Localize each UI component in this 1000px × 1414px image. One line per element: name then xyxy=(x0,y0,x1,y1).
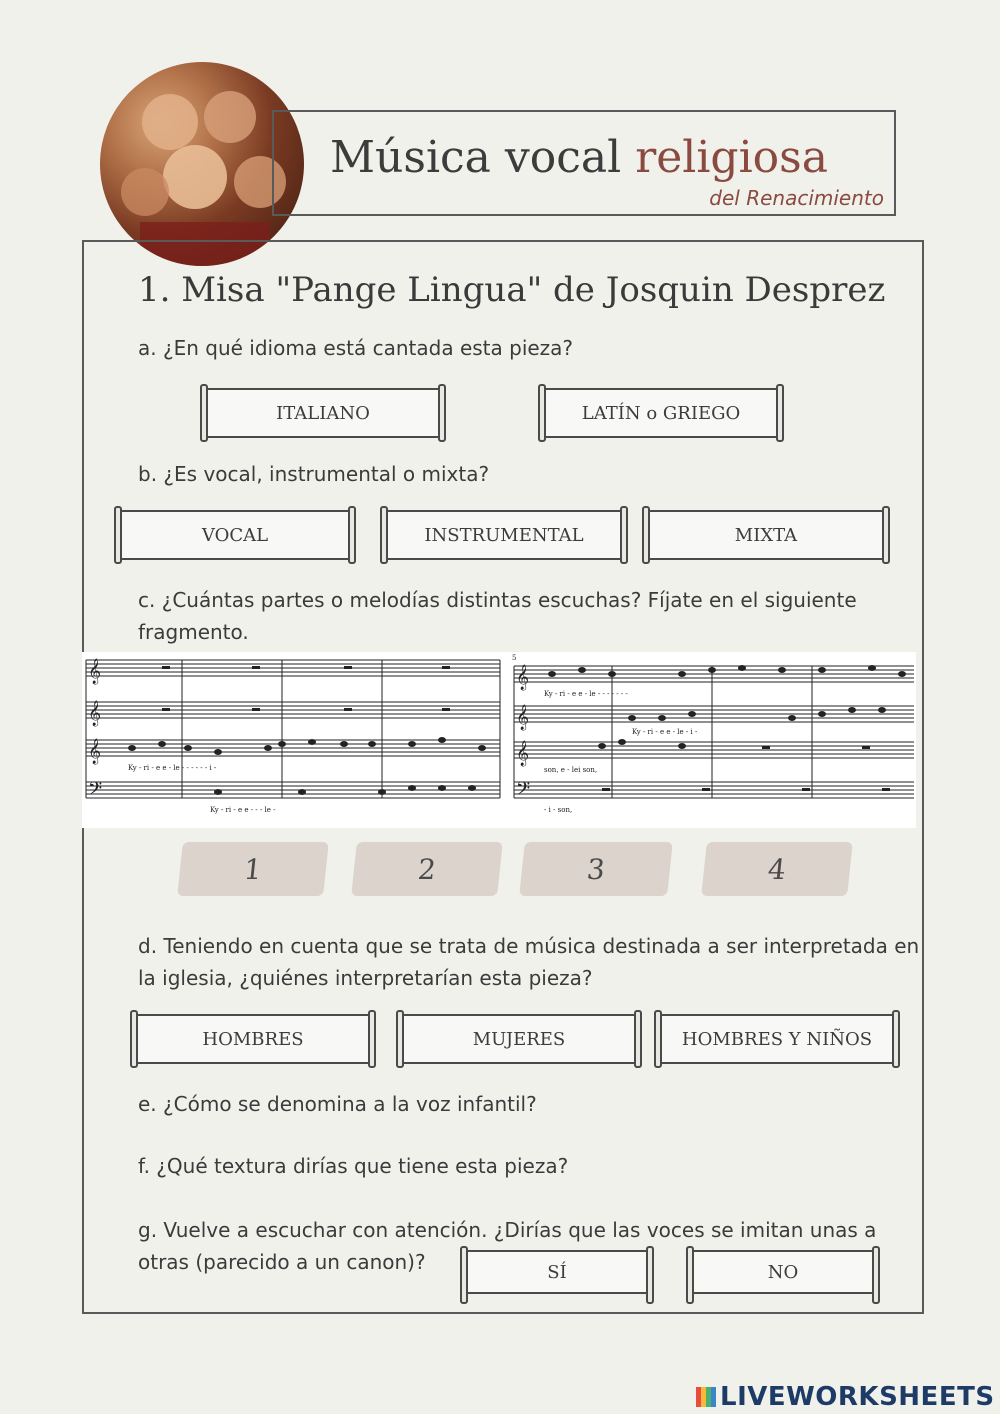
section-title: 1. Misa "Pange Lingua" de Josquin Desprez xyxy=(138,270,886,310)
svg-text:𝄞: 𝄞 xyxy=(516,665,530,690)
question-d-line2: la iglesia, ¿quiénes interpretarían esta pieza? xyxy=(138,966,593,990)
option-a-italiano[interactable]: ITALIANO xyxy=(204,388,442,438)
lyrics-right-tenor: son, e - lei son, xyxy=(544,766,598,774)
option-d-hombres[interactable]: HOMBRES xyxy=(134,1014,372,1064)
page-subtitle: del Renacimiento xyxy=(709,186,884,210)
right-staff-4 xyxy=(514,782,914,798)
svg-text:𝄞: 𝄞 xyxy=(516,705,530,730)
svg-text:𝄞: 𝄞 xyxy=(88,701,102,726)
question-g-line2: otras (parecido a un canon)? xyxy=(138,1250,426,1274)
option-g-no[interactable]: NO xyxy=(690,1250,876,1294)
left-staff-1 xyxy=(86,660,500,676)
question-f: f. ¿Qué textura dirías que tiene esta pieza? xyxy=(138,1154,569,1178)
left-staff-3 xyxy=(86,740,500,756)
question-b: b. ¿Es vocal, instrumental o mixta? xyxy=(138,462,490,486)
lyrics-right-alto: Ky - ri - e e - le - i - xyxy=(632,728,698,736)
question-d-line1: d. Teniendo en cuenta que se trata de música destinada a ser interpretada en xyxy=(138,934,920,958)
lyrics-right-bass: - i - son, xyxy=(544,806,573,814)
left-staff-2 xyxy=(86,702,500,718)
title-main: Música vocal xyxy=(330,132,636,183)
option-c-4[interactable]: 4 xyxy=(701,842,853,896)
option-a-latin-griego[interactable]: LATÍN o GRIEGO xyxy=(542,388,780,438)
brand-name: LIVEWORKSHEETS xyxy=(720,1382,995,1412)
svg-text:𝄞: 𝄞 xyxy=(516,741,530,766)
option-g-si[interactable]: SÍ xyxy=(464,1250,650,1294)
right-staff-3 xyxy=(514,742,914,758)
svg-text:𝄞: 𝄞 xyxy=(88,739,102,764)
option-d-hombres-ninos[interactable]: HOMBRES Y NIÑOS xyxy=(658,1014,896,1064)
option-b-instrumental[interactable]: INSTRUMENTAL xyxy=(384,510,624,560)
svg-text:𝄞: 𝄞 xyxy=(88,659,102,684)
svg-text:𝄢: 𝄢 xyxy=(516,779,531,804)
option-c-1[interactable]: 1 xyxy=(177,842,329,896)
music-score xyxy=(82,652,916,828)
brand-footer xyxy=(696,1382,995,1412)
left-staff-4 xyxy=(86,782,500,798)
lyrics-right-soprano: Ky - ri - e e - le - - - - - - - xyxy=(544,690,628,698)
measure-number: 5 xyxy=(512,654,517,662)
question-c-line2: fragmento. xyxy=(138,620,249,644)
brand-logo-icon xyxy=(696,1387,716,1407)
option-c-3[interactable]: 3 xyxy=(519,842,673,896)
lyrics-left-alto: Ky - ri - e e - le - - - - - - i - xyxy=(128,764,217,772)
question-e: e. ¿Cómo se denomina a la voz infantil? xyxy=(138,1092,537,1116)
option-d-mujeres[interactable]: MUJERES xyxy=(400,1014,638,1064)
option-c-2[interactable]: 2 xyxy=(351,842,503,896)
question-g-line1: g. Vuelve a escuchar con atención. ¿Dirías que las voces se imitan unas a xyxy=(138,1218,877,1242)
svg-text:𝄢: 𝄢 xyxy=(88,779,103,804)
page-title xyxy=(330,132,828,183)
option-b-mixta[interactable]: MIXTA xyxy=(646,510,886,560)
question-a: a. ¿En qué idioma está cantada esta pieza? xyxy=(138,336,574,360)
lyrics-left-bass: Ky - ri - e e - - - le - xyxy=(210,806,276,814)
question-c-line1: c. ¿Cuántas partes o melodías distintas escuchas? Fíjate en el siguiente xyxy=(138,588,857,612)
option-b-vocal[interactable]: VOCAL xyxy=(118,510,352,560)
title-accent: religiosa xyxy=(635,132,828,183)
